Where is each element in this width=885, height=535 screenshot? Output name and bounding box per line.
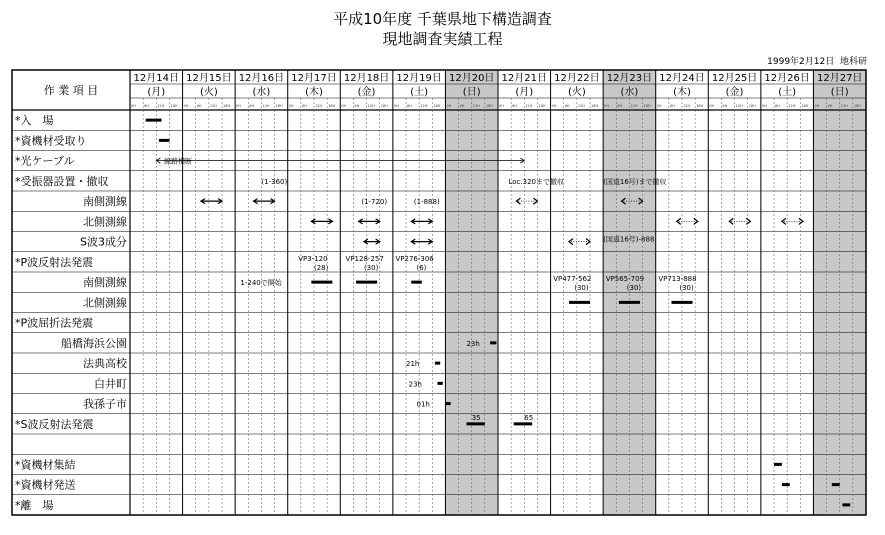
work-bar: [445, 402, 450, 405]
hour-label: 12H: [840, 104, 848, 108]
work-bar: [671, 301, 692, 304]
day-date-label: 12月18日: [343, 73, 390, 84]
day-date-label: 12月20日: [448, 73, 495, 84]
work-bar: [832, 483, 840, 486]
work-bar: [490, 341, 496, 344]
hour-label: 0H: [131, 104, 136, 108]
annotation-text: 線路横断: [164, 157, 193, 166]
row-label: 法典高校: [83, 357, 127, 371]
work-bar: [411, 281, 422, 284]
row-label: *入 場: [15, 114, 54, 128]
hour-label: 0H: [341, 104, 347, 108]
grid-layer: [12, 70, 866, 515]
hour-label: 18H: [696, 104, 704, 108]
day-date-label: 12月15日: [186, 73, 232, 84]
annotation-text: 35: [471, 413, 481, 422]
work-bar: [514, 422, 532, 425]
annotation-text: 23h: [408, 380, 422, 389]
hour-label: 0H: [761, 104, 767, 108]
hour-label: 6H: [196, 104, 202, 108]
row-label: 北側測線: [83, 296, 127, 310]
day-date-label: 12月14日: [133, 73, 180, 84]
annotation-text: VP565-709: [605, 275, 645, 284]
row-label: *資機材集結: [15, 458, 76, 472]
hour-label: 12H: [577, 104, 585, 108]
hour-label: 12H: [735, 104, 743, 108]
hour-label: 6H: [144, 104, 150, 108]
day-date-label: 12月25日: [711, 73, 758, 84]
work-bar: [435, 362, 440, 365]
day-of-week-label: (木): [673, 87, 691, 98]
hour-label: 18H: [170, 104, 178, 108]
annotation-text: (国道16号)-888: [603, 235, 655, 244]
hour-label: 6H: [827, 104, 833, 108]
hour-label: 12H: [683, 104, 691, 108]
hour-label: 0H: [499, 104, 504, 108]
day-date-label: 12月19日: [396, 73, 442, 84]
day-of-week-label: (土): [410, 87, 429, 98]
annotation-text: VP3-120: [298, 254, 328, 263]
hour-label: 6H: [354, 104, 360, 108]
hour-label: 6H: [301, 104, 307, 108]
hour-label: 0H: [551, 104, 557, 108]
annotation-text: (6): [416, 263, 427, 272]
work-bar: [159, 139, 170, 142]
row-label: *離 場: [15, 498, 54, 512]
hour-label: 0H: [656, 104, 662, 108]
day-date-label: 12月23日: [606, 73, 653, 84]
hour-label: 6H: [459, 104, 465, 108]
hour-label: 12H: [630, 104, 638, 108]
hour-label: 12H: [525, 104, 533, 108]
annotation-text: (1-888): [413, 198, 440, 207]
hour-label: 0H: [288, 104, 294, 108]
annotation-text: VP713-888: [658, 275, 697, 284]
hour-label: 18H: [380, 104, 388, 108]
work-bar: [619, 301, 640, 304]
work-bar: [774, 463, 782, 466]
day-date-label: 12月22日: [554, 73, 600, 84]
annotation-text: (30): [679, 284, 694, 293]
hour-label: 18H: [433, 104, 441, 108]
hour-label: 12H: [472, 104, 480, 108]
day-date-label: 12月17日: [291, 73, 337, 84]
hour-label: 6H: [617, 104, 623, 108]
hour-label: 0H: [814, 104, 820, 108]
row-label: *光ケーブル: [15, 154, 75, 168]
hour-label: 0H: [446, 104, 452, 108]
day-of-week-label: (日): [462, 87, 481, 98]
hour-label: 6H: [722, 104, 728, 108]
work-bar: [146, 119, 162, 122]
day-of-week-label: (水): [252, 87, 271, 98]
hour-label: 18H: [643, 104, 651, 108]
hour-label: 12H: [209, 104, 217, 108]
organization: 地科研: [839, 57, 867, 67]
row-label: 南側測線: [83, 195, 127, 209]
row-label: *P波屈折法発震: [15, 316, 94, 330]
hour-label: 18H: [853, 104, 861, 108]
hour-label: 12H: [315, 104, 323, 108]
annotation-text: (1-360): [261, 177, 288, 186]
hour-label: 18H: [223, 104, 231, 108]
day-date-label: 12月16日: [238, 73, 285, 84]
work-bar: [356, 281, 377, 284]
hour-label: 18H: [538, 104, 546, 108]
work-bar: [311, 281, 332, 284]
day-of-week-label: (金): [357, 87, 376, 98]
hour-label: 6H: [669, 104, 675, 108]
annotation-text: VP477-562: [553, 275, 592, 284]
hour-label: 12H: [788, 104, 796, 108]
annotation-text: (30): [574, 284, 589, 293]
hour-label: 12H: [262, 104, 270, 108]
hour-label: 0H: [183, 104, 189, 108]
hour-label: 0H: [236, 104, 242, 108]
annotation-text: (30): [363, 263, 379, 272]
annotation-text: (28): [314, 263, 329, 272]
hour-label: 18H: [328, 104, 336, 108]
label-layer: [15, 72, 862, 512]
hour-label: 18H: [275, 104, 283, 108]
annotation-text: (国道16号)まで撤収: [603, 177, 667, 186]
day-of-week-label: (金): [725, 87, 744, 98]
annotation-text: (30): [626, 284, 642, 293]
hour-label: 6H: [512, 104, 518, 108]
row-label: 北側測線: [83, 215, 127, 229]
hour-label: 12H: [157, 104, 165, 108]
work-bar: [782, 483, 790, 486]
day-of-week-label: (火): [199, 87, 218, 98]
hour-label: 6H: [249, 104, 255, 108]
annotation-text: VP276-306: [395, 254, 434, 263]
row-label: *受振器設置・撤収: [15, 174, 109, 188]
hour-label: 18H: [748, 104, 756, 108]
row-label: 船橋海浜公園: [61, 336, 127, 350]
page-title: 平成10年度 千葉県地下構造調査: [333, 10, 552, 28]
hour-label: 0H: [709, 104, 715, 108]
annotation-text: 21h: [406, 360, 420, 369]
hour-label: 6H: [775, 104, 780, 108]
annotation-text: 01h: [416, 400, 430, 409]
day-of-week-label: (日): [830, 87, 849, 98]
page-subtitle: 現地調査実績工程: [382, 30, 503, 48]
day-date-label: 12月21日: [501, 73, 548, 84]
annotation-text: Loc.320まで撤収: [508, 177, 565, 186]
row-label: 南側測線: [83, 276, 127, 290]
day-date-label: 12月26日: [764, 73, 810, 84]
column-header: 作 業 項 目: [43, 84, 99, 97]
hour-label: 18H: [591, 104, 599, 108]
row-label: 我孫子市: [83, 397, 127, 411]
work-bar: [842, 503, 850, 506]
hour-label: 18H: [485, 104, 493, 108]
hour-label: 6H: [564, 104, 570, 108]
day-of-week-label: (月): [147, 87, 166, 98]
report-date: 1999年2月12日: [767, 57, 835, 67]
hour-label: 6H: [407, 104, 412, 108]
row-label: *P波反射法発震: [15, 255, 94, 269]
hour-label: 0H: [604, 104, 610, 108]
hour-label: 0H: [393, 104, 399, 108]
work-bar: [569, 301, 590, 304]
row-label: *資機材発送: [15, 478, 76, 492]
row-label: *資機材受取り: [15, 134, 87, 148]
work-bar: [438, 382, 443, 385]
hour-label: 18H: [801, 104, 809, 108]
day-date-label: 12月24日: [659, 73, 705, 84]
work-bar: [466, 422, 484, 425]
day-of-week-label: (火): [567, 87, 586, 98]
day-of-week-label: (土): [778, 87, 797, 98]
annotation-text: (1-720): [361, 198, 388, 207]
hour-label: 12H: [367, 104, 375, 108]
day-of-week-label: (木): [305, 87, 323, 98]
row-label: 白井町: [94, 377, 127, 391]
row-label: *S波反射法発震: [15, 417, 94, 431]
annotation-text: 65: [524, 413, 534, 422]
row-label: S波3成分: [80, 235, 127, 249]
hour-label: 12H: [420, 104, 428, 108]
annotation-text: 1-240で開始: [240, 279, 282, 288]
day-of-week-label: (月): [515, 87, 534, 98]
day-date-label: 12月27日: [816, 73, 863, 84]
annotation-text: VP128-257: [345, 254, 384, 263]
annotation-text: 23h: [466, 339, 480, 348]
day-of-week-label: (水): [620, 87, 639, 98]
